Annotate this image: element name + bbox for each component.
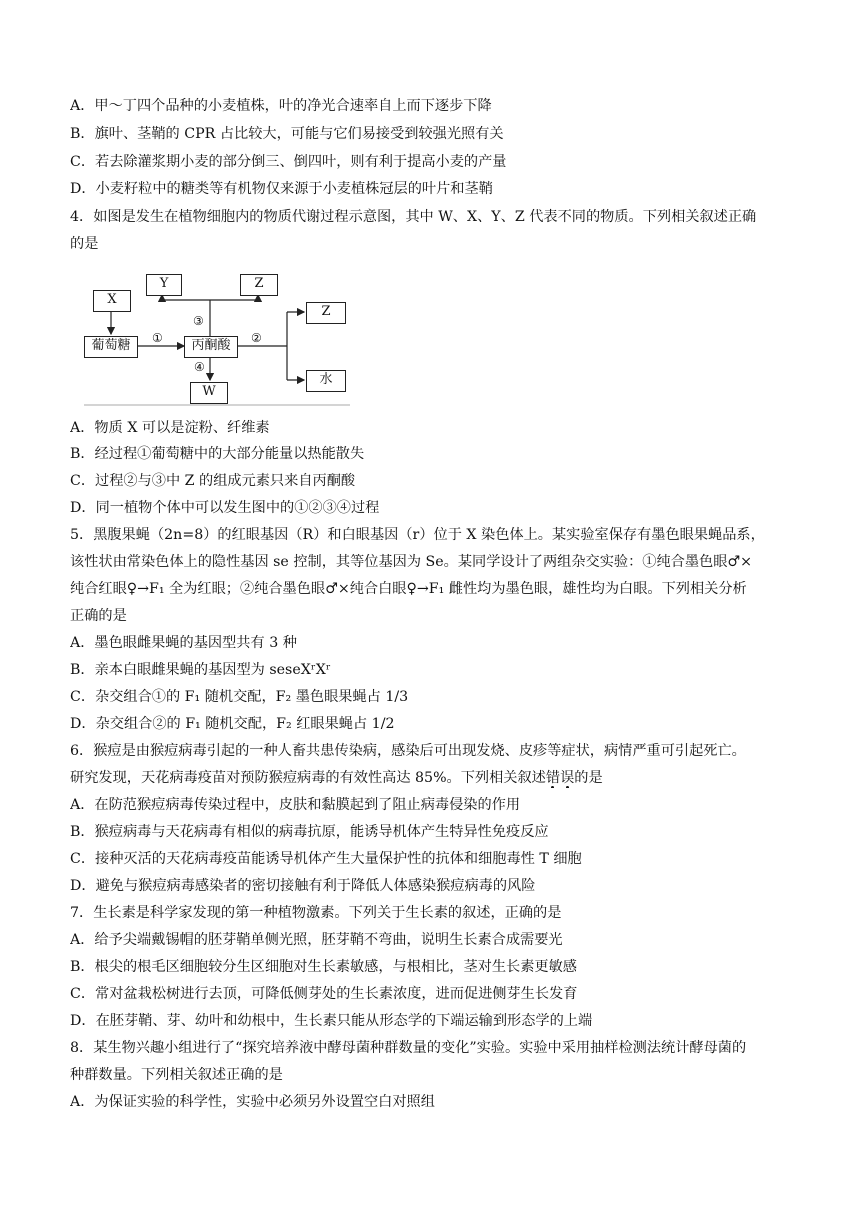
q6-stem-line2-end: 的是 [574, 770, 603, 786]
q5-option-b: B．亲本白眼雌果蝇的基因型为 seseXʳXʳ [70, 662, 331, 678]
step-4-label: ④ [194, 360, 205, 374]
z-top-box: Z [240, 274, 278, 296]
z-right-box: Z [306, 302, 346, 324]
q6-option-c: C．接种灭活的天花病毒疫苗能诱导机体产生大量保护性的抗体和细胞毒性 T 细胞 [70, 851, 582, 867]
w-box: W [190, 382, 228, 404]
y-box: Y [146, 274, 182, 296]
q6-stem-line2 [70, 768, 800, 788]
q6-stem-line2-text: 研究发现，天花病毒疫苗对预防猴痘病毒的有效性高达 85%。下列相关叙述 [70, 770, 546, 786]
glucose-box: 葡萄糖 [84, 336, 138, 358]
pyruvate-box: 丙酮酸 [184, 336, 238, 358]
q5-option-a: A．墨色眼雌果蝇的基因型共有 3 种 [70, 635, 297, 651]
emphasis-mark-2: 误 [560, 770, 575, 786]
q7-option-a: A．给予尖端戴锡帽的胚芽鞘单侧光照，胚芽鞘不弯曲，说明生长素合成需要光 [70, 932, 563, 948]
q3-option-c: C．若去除灌浆期小麦的部分倒三、倒四叶，则有利于提高小麦的产量 [70, 154, 507, 170]
q3-option-a: A．甲～丁四个品种的小麦植株，叶的净光合速率自上而下逐步下降 [70, 98, 492, 114]
water-box: 水 [306, 370, 346, 392]
q4-stem-line2: 的是 [70, 236, 99, 252]
q7-option-d: D．在胚芽鞘、芽、幼叶和幼根中，生长素只能从形态学的下端运输到形态学的上端 [70, 1013, 593, 1029]
q6-stem-line1: 6．猴痘是由猴痘病毒引起的一种人畜共患传染病，感染后可出现发烧、皮疹等症状，病情严重可引起死亡。 [70, 743, 746, 759]
q5-stem-line1: 5．黑腹果蝇（2n=8）的红眼基因（R）和白眼基因（r）位于 X 染色体上。某实验室保存有墨色眼果蝇品系， [70, 527, 765, 543]
step-1-label: ① [152, 331, 163, 345]
q5-stem-line4: 正确的是 [70, 608, 127, 624]
q5-option-d: D．杂交组合②的 F₁ 随机交配，F₂ 红眼果蝇占 1/2 [70, 716, 395, 732]
q7-option-b: B．根尖的根毛区细胞较分生区细胞对生长素敏感，与根相比，茎对生长素更敏感 [70, 959, 577, 975]
q3-option-b: B．旗叶、茎鞘的 CPR 占比较大，可能与它们易接受到较强光照有关 [70, 126, 504, 142]
metabolism-diagram [84, 268, 350, 408]
q4-option-d: D．同一植物个体中可以发生图中的①②③④过程 [70, 500, 380, 516]
q5-stem-line3: 纯合红眼♀→F₁ 全为红眼；②纯合墨色眼♂×纯合白眼♀→F₁ 雌性均为墨色眼，雄性均为白眼。下列相关分析 [70, 581, 747, 597]
step-2-label: ② [251, 331, 262, 345]
q3-option-d: D．小麦籽粒中的糖类等有机物仅来源于小麦植株冠层的叶片和茎鞘 [70, 181, 493, 197]
q8-stem-line2: 种群数量。下列相关叙述正确的是 [70, 1067, 283, 1083]
q4-option-c: C．过程②与③中 Z 的组成元素只来自丙酮酸 [70, 473, 356, 489]
q4-stem-line1: 4．如图是发生在植物细胞内的物质代谢过程示意图，其中 W、X、Y、Z 代表不同的物质。下列相关叙述正确 [70, 209, 757, 225]
q5-option-c: C．杂交组合①的 F₁ 随机交配，F₂ 墨色眼果蝇占 1/3 [70, 689, 409, 705]
q4-option-a: A．物质 X 可以是淀粉、纤维素 [70, 420, 270, 436]
x-box: X [93, 290, 131, 312]
emphasis-mark-1: 错 [545, 770, 561, 786]
q7-stem: 7．生长素是科学家发现的第一种植物激素。下列关于生长素的叙述，正确的是 [70, 905, 562, 921]
q6-option-a: A．在防范猴痘病毒传染过程中，皮肤和黏膜起到了阻止病毒侵染的作用 [70, 797, 521, 813]
q7-option-c: C．常对盆栽松树进行去顶，可降低侧芽处的生长素浓度，进而促进侧芽生长发育 [70, 986, 578, 1002]
q5-stem-line2: 该性状由常染色体上的隐性基因 se 控制，其等位基因为 Se。某同学设计了两组杂交实验：①纯合墨色眼♂× [70, 554, 752, 570]
step-3-label: ③ [193, 314, 204, 328]
q8-stem-line1: 8．某生物兴趣小组进行了“探究培养液中酵母菌种群数量的变化”实验。实验中采用抽样检测法统计酵母菌的 [70, 1040, 747, 1056]
q6-option-b: B．猴痘病毒与天花病毒有相似的病毒抗原，能诱导机体产生特异性免疫反应 [70, 824, 549, 840]
q8-option-a: A．为保证实验的科学性，实验中必须另外设置空白对照组 [70, 1094, 435, 1110]
q4-option-b: B．经过程①葡萄糖中的大部分能量以热能散失 [70, 446, 365, 462]
q6-option-d: D．避免与猴痘病毒感染者的密切接触有利于降低人体感染猴痘病毒的风险 [70, 878, 536, 894]
